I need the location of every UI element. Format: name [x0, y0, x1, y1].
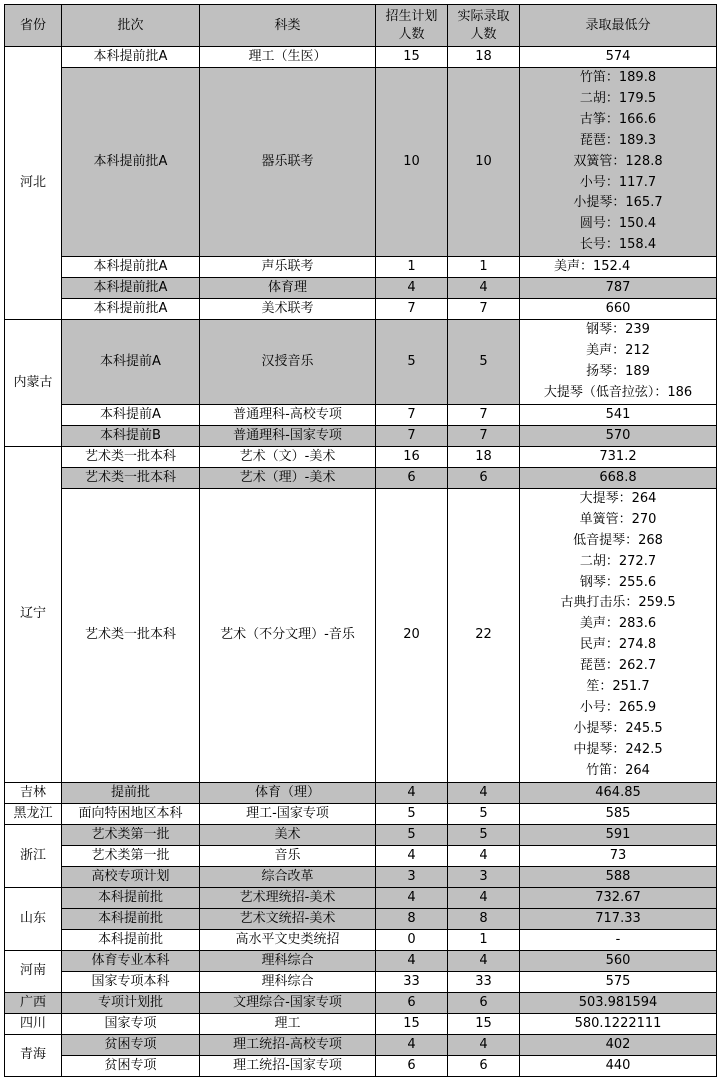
actual-cell: 4	[448, 1034, 520, 1055]
score-item: 中提琴：242.5	[573, 741, 663, 757]
actual-cell: 1	[448, 257, 520, 278]
score-cell: 591	[520, 824, 717, 845]
actual-cell: 5	[448, 824, 520, 845]
plan-cell: 7	[376, 425, 448, 446]
category-cell: 综合改革	[200, 866, 376, 887]
category-cell: 艺术理统招-美术	[200, 887, 376, 908]
score-cell: 美声：152.4	[520, 257, 717, 278]
province-cell: 内蒙古	[5, 320, 62, 447]
score-item: 单簧管：270	[579, 511, 657, 527]
actual-cell: 22	[448, 488, 520, 782]
batch-cell: 艺术类一批本科	[62, 488, 200, 782]
plan-cell: 8	[376, 908, 448, 929]
actual-cell: 7	[448, 299, 520, 320]
batch-cell: 本科提前B	[62, 425, 200, 446]
actual-cell: 7	[448, 404, 520, 425]
batch-cell: 艺术类第一批	[62, 845, 200, 866]
plan-cell: 15	[376, 47, 448, 68]
table-row	[5, 425, 717, 446]
score-item: 低音提琴：268	[573, 532, 663, 548]
batch-cell: 本科提前批A	[62, 299, 200, 320]
table-body	[5, 47, 717, 1077]
table-row	[5, 824, 717, 845]
batch-cell: 本科提前批	[62, 929, 200, 950]
table-row	[5, 68, 717, 257]
category-cell: 声乐联考	[200, 257, 376, 278]
score-item: 琵琶：262.7	[579, 658, 657, 674]
actual-cell: 4	[448, 845, 520, 866]
actual-cell: 18	[448, 47, 520, 68]
score-cell: 585	[520, 803, 717, 824]
table-row	[5, 1055, 717, 1076]
score-cell: 541	[520, 404, 717, 425]
category-cell: 艺术（文）-美术	[200, 446, 376, 467]
score-item: 美声：212	[586, 343, 650, 359]
table-row	[5, 278, 717, 299]
score-item: 小号：117.7	[579, 174, 657, 190]
province-cell: 广西	[5, 992, 62, 1013]
score-cell: 464.85	[520, 782, 717, 803]
header-plan: 招生计划 人数	[376, 5, 448, 47]
category-cell: 音乐	[200, 845, 376, 866]
actual-cell: 15	[448, 1013, 520, 1034]
category-cell: 美术联考	[200, 299, 376, 320]
table-row	[5, 467, 717, 488]
actual-cell: 4	[448, 782, 520, 803]
actual-cell: 33	[448, 971, 520, 992]
category-cell: 高水平文史类统招	[200, 929, 376, 950]
table-row	[5, 1013, 717, 1034]
province-cell: 河南	[5, 950, 62, 992]
plan-cell: 4	[376, 1034, 448, 1055]
score-item: 小号：265.9	[579, 700, 657, 715]
plan-cell: 33	[376, 971, 448, 992]
plan-cell: 7	[376, 404, 448, 425]
table-row	[5, 257, 717, 278]
batch-cell: 本科提前A	[62, 404, 200, 425]
batch-cell: 本科提前批	[62, 887, 200, 908]
actual-cell: 4	[448, 887, 520, 908]
plan-cell: 6	[376, 992, 448, 1013]
batch-cell: 艺术类一批本科	[62, 467, 200, 488]
province-cell: 辽宁	[5, 446, 62, 782]
actual-cell: 7	[448, 425, 520, 446]
plan-cell: 4	[376, 887, 448, 908]
score-item: 小提琴：165.7	[573, 195, 663, 211]
category-cell: 理工-国家专项	[200, 803, 376, 824]
score-cell: 580.1222111	[520, 1013, 717, 1034]
score-item: 钢琴：239	[586, 322, 650, 338]
score-item: 琵琶：189.3	[579, 132, 657, 148]
score-item: 古筝：166.6	[579, 111, 657, 127]
plan-cell: 1	[376, 257, 448, 278]
category-cell: 体育（理）	[200, 782, 376, 803]
category-cell: 理工（生医）	[200, 47, 376, 68]
batch-cell: 艺术类第一批	[62, 824, 200, 845]
table-row	[5, 950, 717, 971]
category-cell: 艺术文统招-美术	[200, 908, 376, 929]
table-row	[5, 845, 717, 866]
province-cell: 黑龙江	[5, 803, 62, 824]
category-cell: 器乐联考	[200, 68, 376, 257]
score-item: 二胡：272.7	[579, 553, 657, 569]
batch-cell: 本科提前批	[62, 908, 200, 929]
score-cell: 588	[520, 866, 717, 887]
score-cell: 560	[520, 950, 717, 971]
table-row	[5, 782, 717, 803]
category-cell: 理工统招-高校专项	[200, 1034, 376, 1055]
plan-cell: 6	[376, 1055, 448, 1076]
score-item: 双簧管：128.8	[573, 153, 663, 169]
table-row	[5, 320, 717, 405]
header-category: 科类	[200, 5, 376, 47]
score-list-cell	[520, 320, 717, 405]
actual-cell: 3	[448, 866, 520, 887]
header-province: 省份	[5, 5, 62, 47]
plan-cell: 5	[376, 803, 448, 824]
batch-cell: 贫困专项	[62, 1055, 200, 1076]
score-cell: 660	[520, 299, 717, 320]
table-row	[5, 446, 717, 467]
table-row	[5, 887, 717, 908]
actual-cell: 4	[448, 950, 520, 971]
header-min-score: 录取最低分	[520, 5, 717, 47]
actual-cell: 5	[448, 803, 520, 824]
batch-cell: 本科提前批A	[62, 278, 200, 299]
score-item: 大提琴：264	[579, 490, 657, 506]
category-cell: 理工统招-国家专项	[200, 1055, 376, 1076]
table-row	[5, 992, 717, 1013]
score-item: 古典打击乐：259.5	[560, 595, 676, 611]
plan-cell: 15	[376, 1013, 448, 1034]
batch-cell: 本科提前批A	[62, 257, 200, 278]
batch-cell: 提前批	[62, 782, 200, 803]
province-cell: 山东	[5, 887, 62, 950]
score-item: 二胡：179.5	[579, 90, 657, 106]
actual-cell: 6	[448, 992, 520, 1013]
batch-cell: 艺术类一批本科	[62, 446, 200, 467]
score-item: 小提琴：245.5	[573, 720, 663, 736]
actual-cell: 6	[448, 467, 520, 488]
category-cell: 理科综合	[200, 971, 376, 992]
batch-cell: 体育专业本科	[62, 950, 200, 971]
score-item: 扬琴：189	[586, 363, 650, 379]
score-cell: 570	[520, 425, 717, 446]
actual-cell: 8	[448, 908, 520, 929]
score-item: 长号：158.4	[579, 237, 657, 253]
table-row	[5, 404, 717, 425]
category-cell: 普通理科-高校专项	[200, 404, 376, 425]
score-cell: 731.2	[520, 446, 717, 467]
actual-cell: 10	[448, 68, 520, 257]
score-item: 美声：283.6	[579, 616, 657, 632]
score-cell: 503.981594	[520, 992, 717, 1013]
table-row	[5, 47, 717, 68]
plan-cell: 6	[376, 467, 448, 488]
category-cell: 艺术（不分文理）-音乐	[200, 488, 376, 782]
actual-cell: 1	[448, 929, 520, 950]
actual-cell: 5	[448, 320, 520, 405]
province-cell: 浙江	[5, 824, 62, 887]
plan-cell: 3	[376, 866, 448, 887]
plan-cell: 20	[376, 488, 448, 782]
score-item: 笙：251.7	[586, 679, 650, 695]
score-list-cell	[520, 68, 717, 257]
admission-table	[4, 4, 717, 1077]
table-row	[5, 1034, 717, 1055]
province-cell: 青海	[5, 1034, 62, 1076]
category-cell: 体育理	[200, 278, 376, 299]
category-cell: 理工	[200, 1013, 376, 1034]
category-cell: 艺术（理）-美术	[200, 467, 376, 488]
table-row	[5, 866, 717, 887]
table-row	[5, 929, 717, 950]
batch-cell: 本科提前A	[62, 320, 200, 405]
score-cell: 732.67	[520, 887, 717, 908]
plan-cell: 7	[376, 299, 448, 320]
batch-cell: 专项计划批	[62, 992, 200, 1013]
province-cell: 河北	[5, 47, 62, 320]
category-cell: 文理综合-国家专项	[200, 992, 376, 1013]
score-item: 竹笛：189.8	[579, 70, 657, 85]
plan-cell: 4	[376, 782, 448, 803]
batch-cell: 国家专项本科	[62, 971, 200, 992]
header-batch: 批次	[62, 5, 200, 47]
plan-cell: 5	[376, 824, 448, 845]
score-cell: 574	[520, 47, 717, 68]
batch-cell: 高校专项计划	[62, 866, 200, 887]
table-row	[5, 971, 717, 992]
plan-cell: 4	[376, 845, 448, 866]
score-item: 民声：274.8	[579, 637, 657, 653]
actual-cell: 4	[448, 278, 520, 299]
score-list-cell	[520, 488, 717, 782]
province-cell: 吉林	[5, 782, 62, 803]
batch-cell: 贫困专项	[62, 1034, 200, 1055]
province-cell: 四川	[5, 1013, 62, 1034]
score-cell: 575	[520, 971, 717, 992]
score-cell: 440	[520, 1055, 717, 1076]
score-cell: 787	[520, 278, 717, 299]
score-cell: 717.33	[520, 908, 717, 929]
batch-cell: 国家专项	[62, 1013, 200, 1034]
batch-cell: 本科提前批A	[62, 68, 200, 257]
score-item: 大提琴（低音拉弦）：186	[543, 384, 693, 400]
score-item: 竹笛：264	[586, 762, 650, 778]
batch-cell: 本科提前批A	[62, 47, 200, 68]
table-row	[5, 488, 717, 782]
plan-cell: 4	[376, 950, 448, 971]
actual-cell: 6	[448, 1055, 520, 1076]
plan-cell: 10	[376, 68, 448, 257]
table-row	[5, 299, 717, 320]
score-cell: 73	[520, 845, 717, 866]
category-cell: 理科综合	[200, 950, 376, 971]
table-row	[5, 803, 717, 824]
plan-cell: 16	[376, 446, 448, 467]
table-row	[5, 908, 717, 929]
score-item: 钢琴：255.6	[579, 574, 657, 590]
score-item: 圆号：150.4	[579, 216, 657, 232]
category-cell: 汉授音乐	[200, 320, 376, 405]
header-actual: 实际录取 人数	[448, 5, 520, 47]
header-row	[5, 5, 717, 47]
category-cell: 普通理科-国家专项	[200, 425, 376, 446]
plan-cell: 0	[376, 929, 448, 950]
plan-cell: 5	[376, 320, 448, 405]
score-cell: 668.8	[520, 467, 717, 488]
batch-cell: 面向特困地区本科	[62, 803, 200, 824]
plan-cell: 4	[376, 278, 448, 299]
score-cell: 402	[520, 1034, 717, 1055]
category-cell: 美术	[200, 824, 376, 845]
actual-cell: 18	[448, 446, 520, 467]
score-cell: -	[520, 929, 717, 950]
